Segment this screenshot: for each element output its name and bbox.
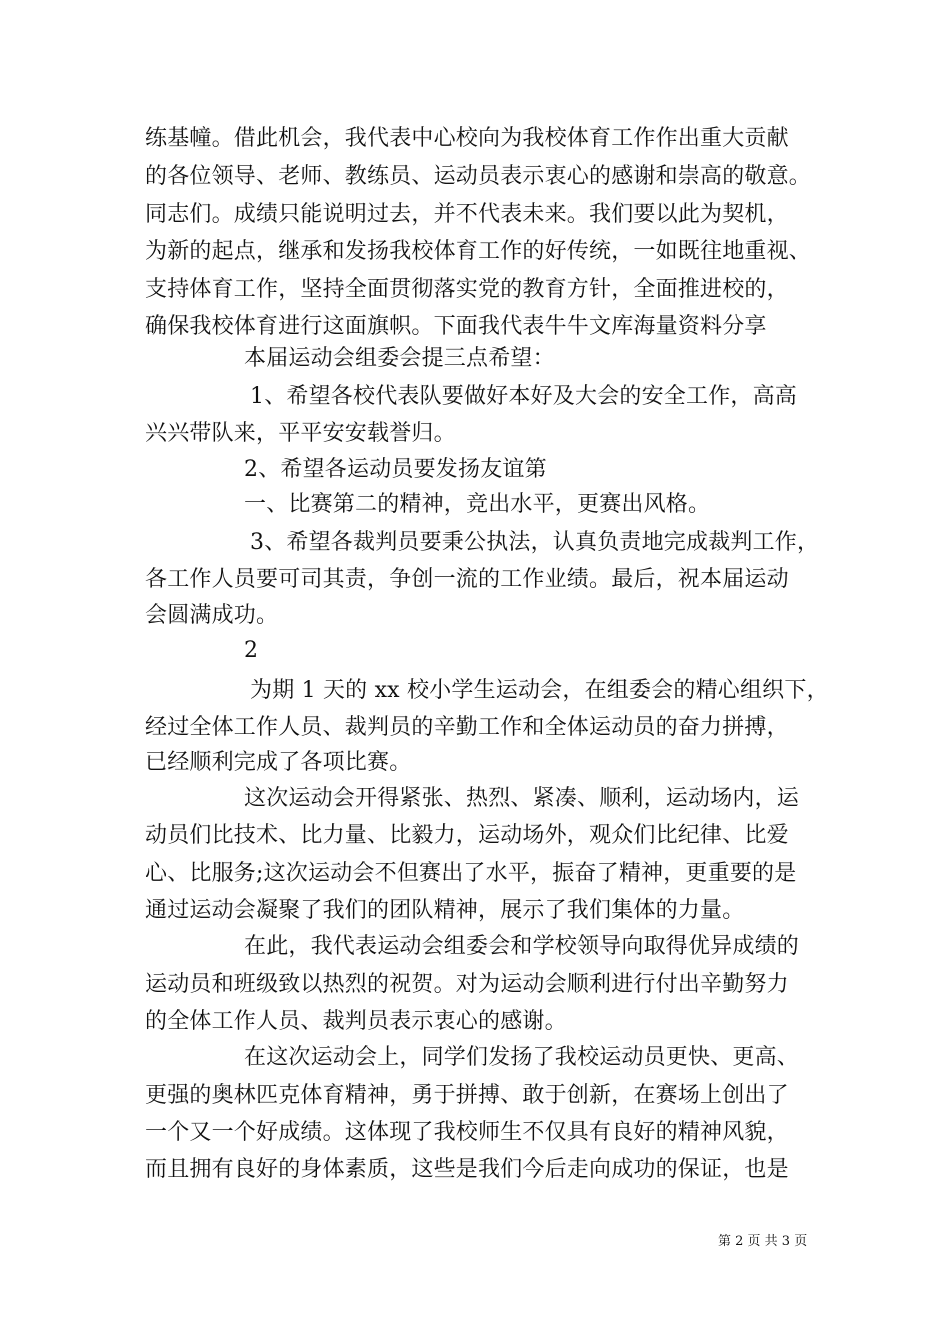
text-line: 2 — [244, 638, 259, 663]
text-line: 动员们比技术、比力量、比毅力，运动场外，观众们比纪律、比爱 — [145, 823, 789, 848]
text-line: 这次运动会开得紧张、热烈、紧凑、顺利，运动场内，运 — [244, 786, 800, 811]
text-line: 为新的起点，继承和发扬我校体育工作的好传统，一如既往地重视、 — [145, 239, 812, 264]
text-line: 本届运动会组委会提三点希望： — [244, 346, 555, 371]
text-line: 同志们。成绩只能说明过去，并不代表未来。我们要以此为契机， — [145, 202, 789, 227]
text-line: 为期 1 天的 xx 校小学生运动会，在组委会的精心组织下， — [250, 678, 829, 703]
text-line: 会圆满成功。 — [145, 603, 279, 628]
text-line: 确保我校体育进行这面旗帜。下面我代表牛牛文库海量资料分享 — [145, 314, 767, 339]
text-line: 运动员和班级致以热烈的祝贺。对为运动会顺利进行付出辛勤努力 — [145, 972, 789, 997]
text-line: 心、比服务;这次运动会不但赛出了水平，振奋了精神，更重要的是 — [145, 861, 797, 886]
text-line: 而且拥有良好的身体素质，这些是我们今后走向成功的保证，也是 — [145, 1157, 789, 1182]
text-line: 的全体工作人员、裁判员表示衷心的感谢。 — [145, 1009, 567, 1034]
text-line: 在此，我代表运动会组委会和学校领导向取得优异成绩的 — [244, 934, 800, 959]
text-line: 已经顺利完成了各项比赛。 — [145, 750, 412, 775]
text-line: 一、比赛第二的精神，竞出水平，更赛出风格。 — [244, 492, 711, 517]
text-line: 更强的奥林匹克体育精神，勇于拼搏、敢于创新，在赛场上创出了 — [145, 1083, 789, 1108]
text-line: 1、希望各校代表队要做好本好及大会的安全工作，高高 — [250, 384, 797, 409]
text-line: 3、希望各裁判员要秉公执法，认真负责地完成裁判工作， — [250, 530, 820, 555]
text-line: 一个又一个好成绩。这体现了我校师生不仅具有良好的精神风貌， — [145, 1120, 789, 1145]
text-line: 在这次运动会上，同学们发扬了我校运动员更快、更高、 — [244, 1045, 800, 1070]
text-line: 2、希望各运动员要发扬友谊第 — [244, 457, 547, 482]
text-line: 通过运动会凝聚了我们的团队精神，展示了我们集体的力量。 — [145, 898, 745, 923]
page-number: 第 2 页 共 3 页 — [718, 1234, 808, 1249]
text-line: 的各位领导、老师、教练员、运动员表示衷心的感谢和崇高的敬意。 — [145, 164, 812, 189]
text-line: 支持体育工作，坚持全面贯彻落实党的教育方针，全面推进校的， — [145, 277, 789, 302]
text-line: 经过全体工作人员、裁判员的辛勤工作和全体运动员的奋力拼搏， — [145, 715, 789, 740]
text-line: 各工作人员要可司其责，争创一流的工作业绩。最后，祝本届运动 — [145, 567, 789, 592]
text-line: 练基幢。借此机会，我代表中心校向为我校体育工作作出重大贡献 — [145, 126, 789, 151]
text-line: 兴兴带队来，平平安安载誉归。 — [145, 421, 456, 446]
